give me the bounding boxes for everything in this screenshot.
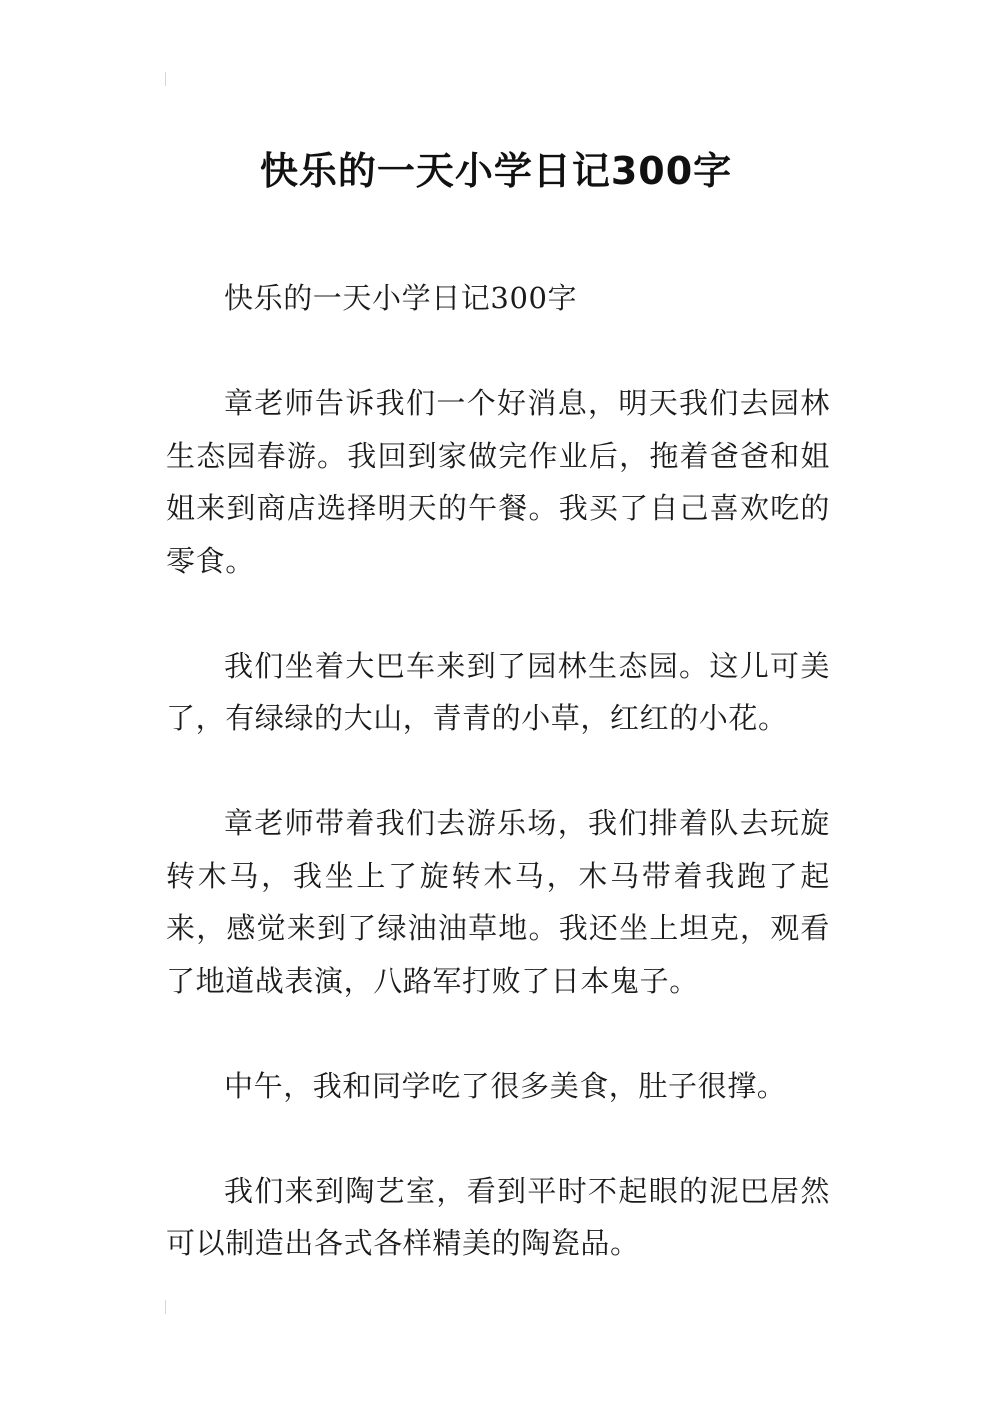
paragraph-2: 我们坐着大巴车来到了园林生态园。这儿可美了，有绿绿的大山，青青的小草，红红的小花。 bbox=[166, 648, 830, 735]
paragraph-3: 章老师带着我们去游乐场，我们排着队去玩旋转木马，我坐上了旋转木马，木马带着我跑了起来，感觉来到了绿油油草地。我还坐上坦克，观看了地道战表演，八路军打败了日本鬼子。 bbox=[166, 806, 830, 998]
paragraph-5: 我们来到陶艺室，看到平时不起眼的泥巴居然可以制造出各式各样精美的陶瓷品。 bbox=[166, 1173, 830, 1260]
document-subtitle: 快乐的一天小学日记300字 bbox=[224, 281, 578, 315]
paragraph-4: 中午，我和同学吃了很多美食，肚子很撑。 bbox=[224, 1068, 787, 1103]
paragraph-1: 章老师告诉我们一个好消息，明天我们去园林生态园春游。我回到家做完作业后，拖着爸爸和姐姐来到商店选择明天的午餐。我买了自己喜欢吃的零食。 bbox=[166, 386, 830, 578]
document-title: 快乐的一天小学日记300字 bbox=[259, 149, 733, 194]
page-corner-mark-top bbox=[165, 72, 166, 86]
page-corner-mark-bottom bbox=[165, 1300, 166, 1314]
document-body bbox=[166, 272, 830, 1322]
